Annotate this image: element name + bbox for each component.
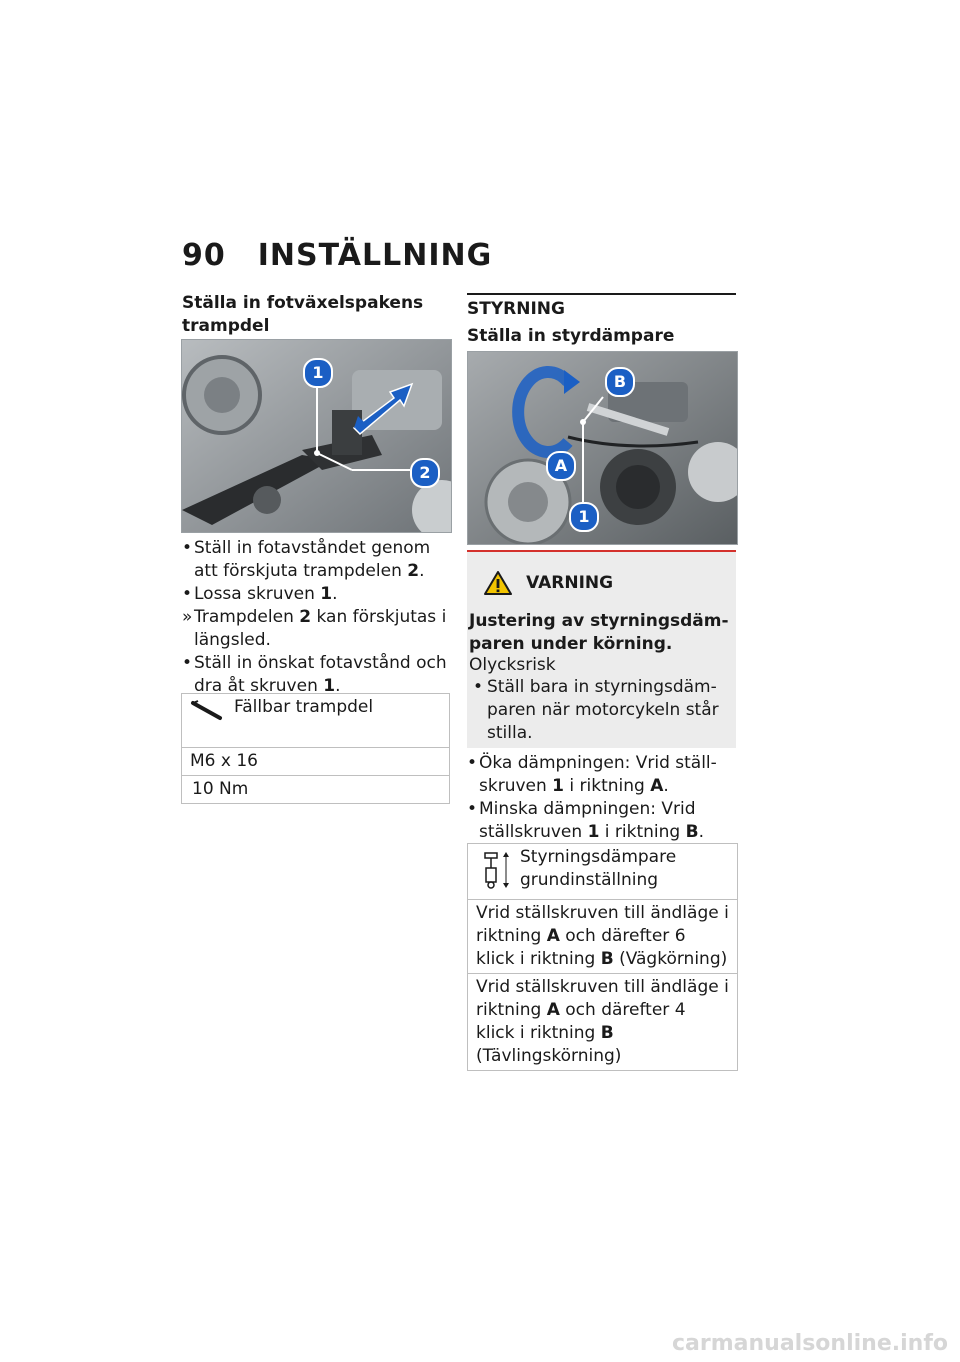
spec-title: Styrningsdämpare grundinställning bbox=[520, 847, 677, 890]
page-number: 90 bbox=[182, 238, 226, 273]
right-heading: Ställa in styrdämpare bbox=[467, 326, 675, 346]
section-rule bbox=[467, 293, 736, 295]
footpeg-photo bbox=[181, 339, 452, 533]
warning-header bbox=[477, 570, 613, 596]
pedal-icon bbox=[190, 700, 224, 722]
warning-risk: Olycksrisk bbox=[469, 655, 556, 675]
callout-1: 1 bbox=[303, 358, 333, 388]
callout-2: 2 bbox=[410, 458, 440, 488]
spec-row-road: Vrid ställskruven till ändläge i riktning A och därefter 6 klick i riktning B (Vägkörning) bbox=[468, 899, 737, 973]
callout-A: A bbox=[546, 451, 576, 481]
right-spec-table bbox=[467, 843, 738, 1071]
warning-list bbox=[473, 676, 725, 745]
spec-header bbox=[468, 844, 737, 899]
step-item: • Ställ in önskat fotavstånd och dra åt skruven 1. bbox=[182, 653, 447, 696]
warning-triangle-icon bbox=[483, 570, 513, 596]
step-item: • Öka dämpningen: Vrid ställ-skruven 1 i riktning A. bbox=[467, 753, 717, 796]
spec-bolt: M6 x 16 bbox=[182, 747, 449, 775]
left-heading: Ställa in fotväxelspakens trampdel bbox=[182, 293, 424, 336]
damper-illustration bbox=[468, 352, 737, 544]
step-item: • Lossa skruven 1. bbox=[182, 584, 338, 604]
right-steps bbox=[467, 752, 729, 844]
spec-title: Fällbar trampdel bbox=[234, 697, 374, 717]
section-title: STYRNING bbox=[467, 299, 565, 319]
callout-B: B bbox=[605, 367, 635, 397]
steering-damper-icon bbox=[482, 850, 512, 890]
result-item: » Trampdelen 2 kan förskjutas i längsled. bbox=[182, 607, 447, 650]
chapter-title: INSTÄLLNING bbox=[257, 238, 493, 273]
spec-header bbox=[182, 694, 449, 747]
left-steps bbox=[182, 537, 452, 698]
step-item: • Minska dämpningen: Vrid ställskruven 1 i riktning B. bbox=[467, 799, 705, 842]
page-header bbox=[182, 238, 492, 273]
spec-row-race: Vrid ställskruven till ändläge i riktning A och därefter 4 klick i riktning B (Tävlingskörning) bbox=[468, 973, 737, 1070]
damper-photo bbox=[467, 351, 738, 545]
warning-box bbox=[467, 550, 736, 748]
warning-label: VARNING bbox=[526, 573, 614, 593]
callout-1-right: 1 bbox=[569, 502, 599, 532]
step-item: • Ställ in fotavståndet genom att förskjuta trampdelen 2. bbox=[182, 538, 431, 581]
spec-torque: 10 Nm bbox=[182, 775, 449, 803]
warning-title: Justering av styrningsdäm-paren under körning. bbox=[469, 611, 729, 654]
watermark: carmanualsonline.info bbox=[672, 1331, 948, 1356]
left-spec-table bbox=[181, 693, 450, 804]
warning-bullet: • Ställ bara in styrningsdäm-paren när motorcykeln står stilla. bbox=[473, 677, 719, 743]
